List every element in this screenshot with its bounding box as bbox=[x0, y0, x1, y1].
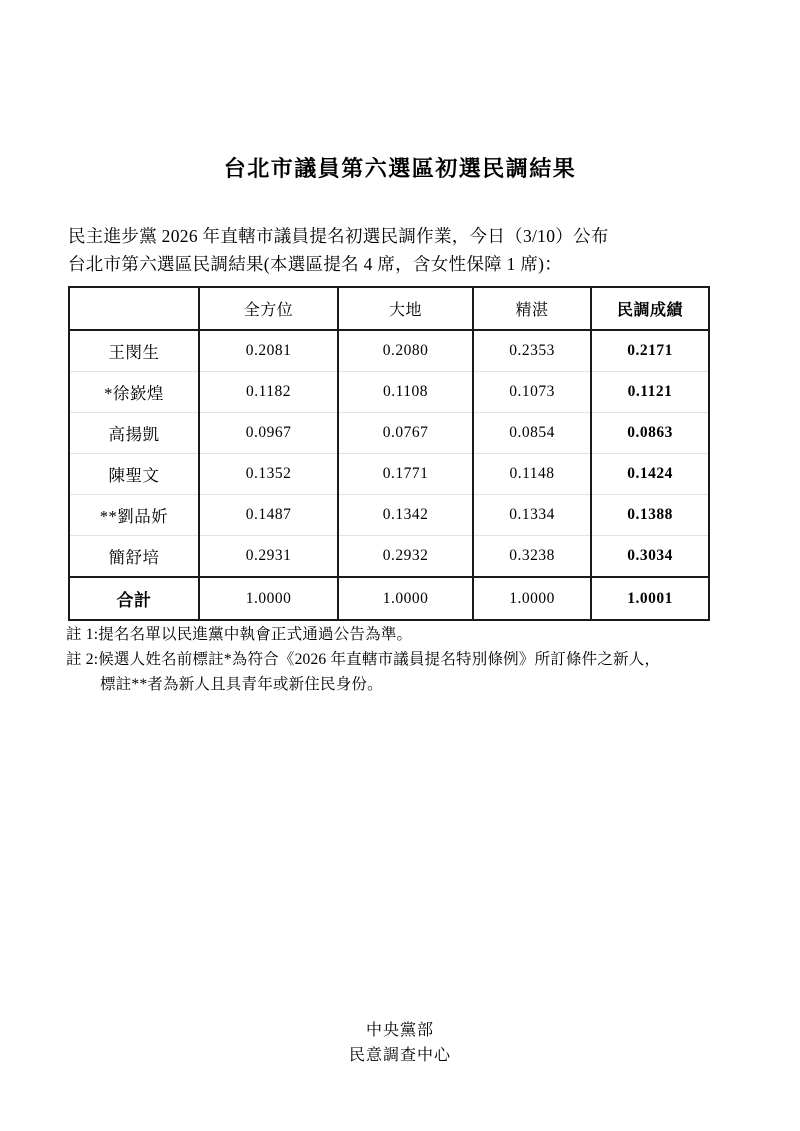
score-final: 0.0863 bbox=[591, 413, 709, 454]
table-row bbox=[69, 454, 709, 495]
footer-org: 中央黨部 bbox=[365, 1022, 434, 1039]
poll-results-table-container bbox=[68, 286, 708, 621]
score-jingzhan: 0.1073 bbox=[473, 372, 591, 413]
score-quanfangwei: 0.2081 bbox=[199, 330, 338, 372]
table-row bbox=[69, 536, 709, 578]
intro-paragraph bbox=[68, 222, 728, 278]
page-title: 台北市議員第六選區初選民調結果 bbox=[223, 156, 577, 181]
score-quanfangwei: 0.1182 bbox=[199, 372, 338, 413]
total-quanfangwei: 1.0000 bbox=[199, 577, 338, 620]
column-header-candidate bbox=[69, 287, 199, 330]
candidate-name: 王閔生 bbox=[69, 330, 199, 372]
column-header-dadi: 大地 bbox=[338, 287, 473, 330]
total-label: 合計 bbox=[69, 577, 199, 620]
poll-results-table bbox=[68, 286, 710, 621]
score-dadi: 0.1108 bbox=[338, 372, 473, 413]
score-quanfangwei: 0.1352 bbox=[199, 454, 338, 495]
score-jingzhan: 0.0854 bbox=[473, 413, 591, 454]
candidate-name: 高揚凱 bbox=[69, 413, 199, 454]
score-dadi: 0.1342 bbox=[338, 495, 473, 536]
document-footer bbox=[0, 1018, 800, 1068]
score-final: 0.1424 bbox=[591, 454, 709, 495]
score-dadi: 0.1771 bbox=[338, 454, 473, 495]
table-row bbox=[69, 413, 709, 454]
score-dadi: 0.0767 bbox=[338, 413, 473, 454]
score-quanfangwei: 0.2931 bbox=[199, 536, 338, 578]
footnote-2: 註 2:候選人姓名前標註*為符合《2026 年直轄市議員提名特別條例》所訂條件之新人， bbox=[66, 651, 661, 668]
table-row bbox=[69, 330, 709, 372]
table-row bbox=[69, 495, 709, 536]
intro-line-1: 民主進步黨 2026 年直轄市議員提名初選民調作業，今日（3/10）公布 bbox=[68, 226, 609, 246]
candidate-name: 簡舒培 bbox=[69, 536, 199, 578]
column-header-quanfangwei: 全方位 bbox=[199, 287, 338, 330]
total-final: 1.0001 bbox=[591, 577, 709, 620]
intro-line-2: 台北市第六選區民調結果(本選區提名 4 席，含女性保障 1 席)： bbox=[68, 254, 563, 274]
table-row bbox=[69, 372, 709, 413]
score-jingzhan: 0.2353 bbox=[473, 330, 591, 372]
footnotes bbox=[66, 622, 766, 697]
score-dadi: 0.2080 bbox=[338, 330, 473, 372]
footnote-1: 註 1:提名名單以民進黨中執會正式通過公告為準。 bbox=[66, 626, 413, 643]
score-quanfangwei: 0.0967 bbox=[199, 413, 338, 454]
table-header-row bbox=[69, 287, 709, 330]
total-jingzhan: 1.0000 bbox=[473, 577, 591, 620]
table-total-row bbox=[69, 577, 709, 620]
score-final: 0.3034 bbox=[591, 536, 709, 578]
score-jingzhan: 0.1148 bbox=[473, 454, 591, 495]
candidate-name: *徐嶔煌 bbox=[69, 372, 199, 413]
candidate-name: 陳聖文 bbox=[69, 454, 199, 495]
footer-department: 民意調查中心 bbox=[348, 1047, 451, 1064]
score-final: 0.1121 bbox=[591, 372, 709, 413]
score-quanfangwei: 0.1487 bbox=[199, 495, 338, 536]
column-header-final-score: 民調成績 bbox=[591, 287, 709, 330]
candidate-name: **劉品妡 bbox=[69, 495, 199, 536]
score-jingzhan: 0.3238 bbox=[473, 536, 591, 578]
score-dadi: 0.2932 bbox=[338, 536, 473, 578]
column-header-jingzhan: 精湛 bbox=[473, 287, 591, 330]
total-dadi: 1.0000 bbox=[338, 577, 473, 620]
score-jingzhan: 0.1334 bbox=[473, 495, 591, 536]
score-final: 0.1388 bbox=[591, 495, 709, 536]
score-final: 0.2171 bbox=[591, 330, 709, 372]
footnote-2-continuation: 標註**者為新人且具青年或新住民身份。 bbox=[100, 676, 383, 693]
